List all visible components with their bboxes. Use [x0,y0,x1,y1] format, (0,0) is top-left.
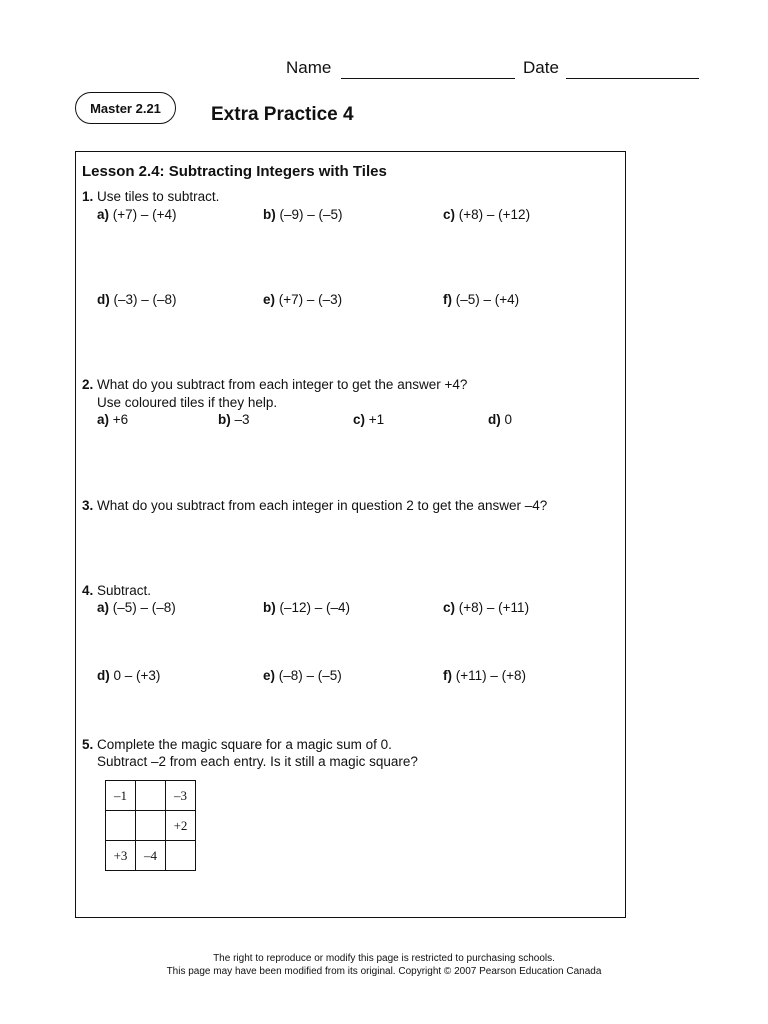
magic-square-row [106,811,196,841]
part-expression: (–5) – (+4) [455,292,520,307]
magic-square-cell: +3 [106,841,136,871]
q1-part-b [263,207,343,222]
magic-square-cell[interactable] [136,811,166,841]
part-label: b) [263,600,276,615]
part-expression: (+8) – (+11) [458,600,530,615]
part-expression: (+7) – (+4) [112,207,177,222]
part-label: c) [353,412,366,427]
part-expression: (+8) – (+12) [458,207,531,222]
q4-part-b [263,600,350,615]
question-prompt: Complete the magic square for a magic sum of 0. [97,737,392,752]
part-label: d) [97,292,110,307]
question-number: 2. [82,377,94,392]
question-3 [82,498,547,513]
lesson-title: Lesson 2.4: Subtracting Integers with Tiles [82,163,387,180]
part-expression: –3 [234,412,250,427]
part-label: f) [443,292,452,307]
question-2 [82,377,467,392]
part-label: c) [443,207,456,222]
master-badge-label: Master 2.21 [90,100,161,116]
q4-part-e [263,668,342,683]
part-expression: 0 [504,412,513,427]
part-label: a) [97,412,110,427]
q2-part-d [488,412,512,427]
magic-square [105,780,196,871]
part-label: b) [218,412,231,427]
q4-part-a [97,600,176,615]
part-expression: (–5) – (–8) [112,600,176,615]
q4-part-f [443,668,526,683]
q1-part-e [263,292,342,307]
question-number: 5. [82,737,94,752]
part-label: d) [488,412,501,427]
part-expression: +6 [112,412,129,427]
magic-square-cell[interactable] [106,811,136,841]
question-5-line-2: Subtract –2 from each entry. Is it still a magic square? [97,754,418,769]
magic-square-row [106,841,196,871]
q1-part-d [97,292,177,307]
magic-square-row [106,781,196,811]
name-label: Name [286,58,332,77]
magic-square-cell: +2 [166,811,196,841]
part-label: d) [97,668,110,683]
question-number: 1. [82,189,94,204]
q2-part-c [353,412,384,427]
part-expression: (+11) – (+8) [455,668,527,683]
part-expression: (–8) – (–5) [278,668,342,683]
part-expression: 0 – (+3) [113,668,161,683]
question-number: 3. [82,498,94,513]
q4-part-c [443,600,529,615]
name-blank-line[interactable] [341,78,515,79]
part-label: a) [97,600,110,615]
copyright-notice-line-2: This page may have been modified from its original. Copyright © 2007 Pearson Education Canada [166,966,602,977]
part-label: e) [263,292,276,307]
part-expression: (–3) – (–8) [113,292,177,307]
magic-square-cell: –1 [106,781,136,811]
q1-part-c [443,207,530,222]
question-1 [82,189,219,204]
part-expression: +1 [368,412,385,427]
q1-part-f [443,292,519,307]
question-prompt: Subtract. [97,583,152,598]
part-label: b) [263,207,276,222]
part-label: a) [97,207,110,222]
page-title: Extra Practice 4 [211,104,354,125]
magic-square-cell: –3 [166,781,196,811]
q2-part-b [218,412,250,427]
question-2-line-2: Use coloured tiles if they help. [97,395,278,410]
copyright-notice-line-1: The right to reproduce or modify this page is restricted to purchasing schools. [213,953,555,964]
magic-square-cell[interactable] [166,841,196,871]
part-expression: (–9) – (–5) [279,207,343,222]
question-4 [82,583,151,598]
part-expression: (–12) – (–4) [279,600,351,615]
question-prompt: What do you subtract from each integer to get the answer +4? [97,377,468,392]
question-number: 4. [82,583,94,598]
magic-square-cell: –4 [136,841,166,871]
question-prompt: Use tiles to subtract. [97,189,220,204]
part-label: f) [443,668,452,683]
date-label: Date [523,58,559,77]
question-prompt: What do you subtract from each integer in question 2 to get the answer –4? [97,498,548,513]
q1-part-a [97,207,177,222]
q4-part-d [97,668,160,683]
part-label: c) [443,600,456,615]
master-badge [75,92,176,124]
magic-square-cell[interactable] [136,781,166,811]
date-blank-line[interactable] [566,78,699,79]
q2-part-a [97,412,128,427]
part-label: e) [263,668,276,683]
part-expression: (+7) – (–3) [278,292,343,307]
question-5 [82,737,392,752]
